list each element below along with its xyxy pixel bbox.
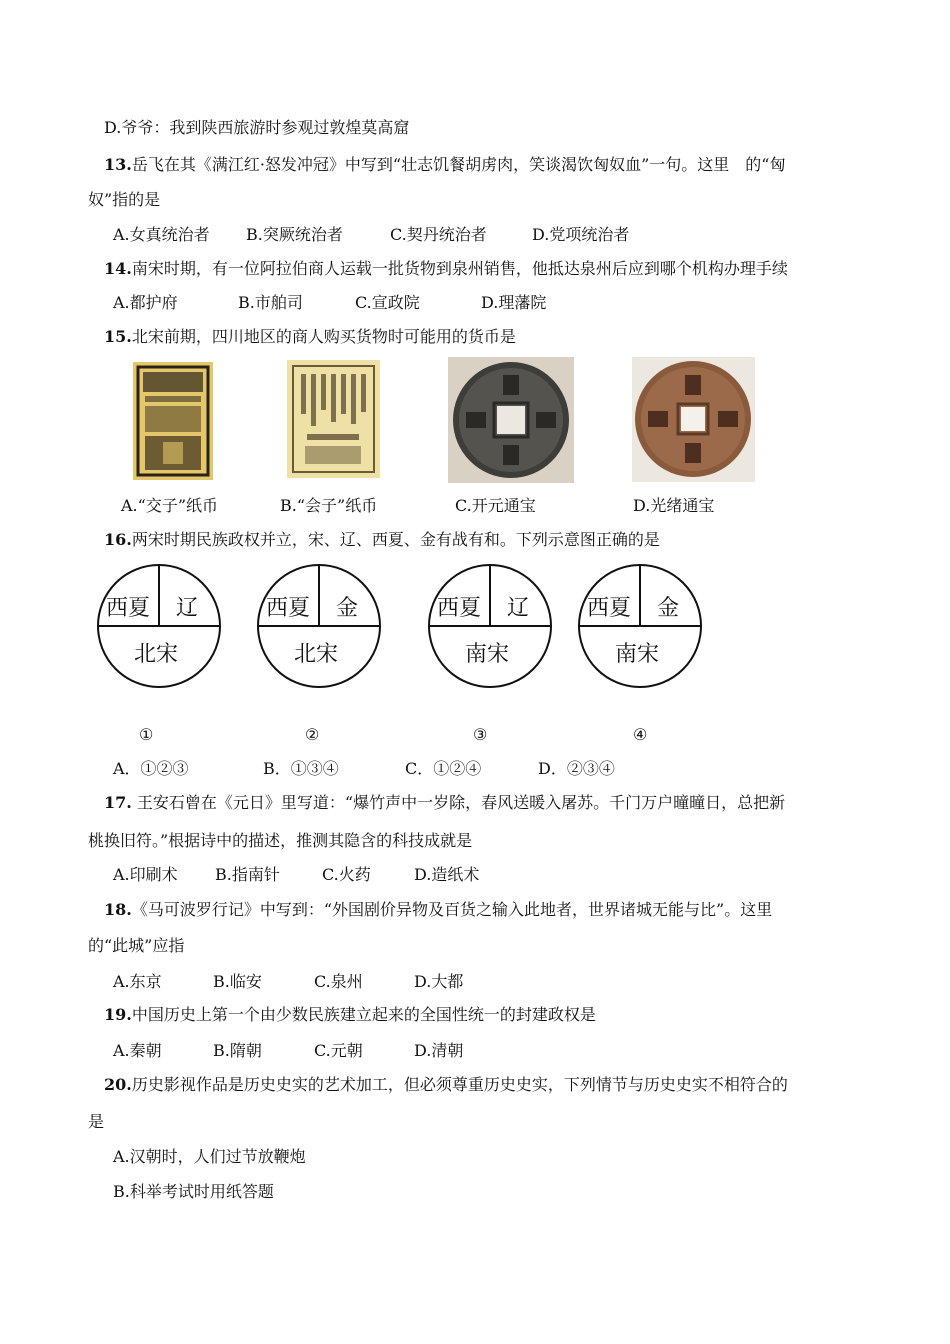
question-20	[104, 1075, 788, 1095]
q13-option-c: C.契丹统治者	[390, 225, 487, 244]
diagram-2-bottom: 北宋	[294, 642, 339, 667]
q17-option-c: C.火药	[322, 865, 371, 884]
q13-option-a: A.女真统治者	[113, 225, 210, 244]
question-16	[104, 530, 660, 550]
q16-option-c: C．①②④	[405, 759, 482, 778]
q20-option-b: B.科举考试时用纸答题	[113, 1182, 274, 1201]
q16-option-b: B．①③④	[263, 759, 339, 778]
diagram-3-bottom: 南宋	[465, 642, 510, 667]
diagram-3	[427, 563, 553, 689]
prev-option-d: D.爷爷：我到陕西旅游时参观过敦煌莫高窟	[104, 118, 410, 137]
diagram-1-top-left: 西夏	[106, 596, 151, 621]
diagram-2-top-right: 金	[336, 596, 359, 621]
huizi-note-image	[287, 360, 380, 478]
question-17-text-cont: 桃换旧符。”根据诗中的描述，推测其隐含的科技成就是	[88, 831, 473, 850]
question-18-number: 18.	[104, 900, 132, 919]
diagram-1-bottom: 北宋	[134, 642, 179, 667]
diagram-4-top-left: 西夏	[587, 596, 632, 621]
q17-option-b: B.指南针	[215, 865, 280, 884]
question-19-text: 中国历史上第一个由少数民族建立起来的全国性统一的封建政权是	[131, 1005, 596, 1024]
question-19-number: 19.	[104, 1005, 132, 1024]
diagram-1-top-right: 辽	[176, 596, 199, 621]
question-15	[104, 327, 516, 347]
diagram-3-top-right: 辽	[507, 596, 530, 621]
jiaozi-note-image	[133, 362, 213, 480]
kaiyuan-coin-image	[448, 357, 574, 483]
question-18	[104, 900, 772, 920]
q13-option-b: B.突厥统治者	[246, 225, 343, 244]
q18-option-c: C.泉州	[314, 972, 363, 991]
q18-option-b: B.临安	[213, 972, 262, 991]
question-18-text: 《马可波罗行记》中写到：“外国剧价异物及百货之输入此地者，世界诸城无能与比”。这里	[131, 900, 773, 919]
guangxu-coin-image	[632, 357, 755, 482]
q19-option-d: D.清朝	[414, 1041, 464, 1060]
q18-option-d: D.大都	[414, 972, 464, 991]
diagram-1	[96, 563, 222, 689]
diagram-number-3: ③	[473, 725, 488, 744]
q14-option-c: C.宣政院	[355, 293, 420, 312]
question-16-number: 16.	[104, 530, 132, 549]
question-16-text: 两宋时期民族政权并立，宋、辽、西夏、金有战有和。下列示意图正确的是	[131, 530, 660, 549]
diagram-3-top-left: 西夏	[437, 596, 482, 621]
diagram-4	[577, 563, 703, 689]
question-15-text: 北宋前期，四川地区的商人购买货物时可能用的货币是	[131, 327, 516, 346]
q14-option-a: A.都护府	[113, 293, 178, 312]
q14-option-b: B.市舶司	[238, 293, 303, 312]
q14-option-d: D.理藩院	[481, 293, 547, 312]
q15-option-d: D.光绪通宝	[633, 496, 715, 515]
question-13-number: 13.	[104, 155, 132, 174]
question-19	[104, 1005, 596, 1025]
question-13-text: 岳飞在其《满江红·怒发冲冠》中写到“壮志饥餐胡虏肉，笑谈渴饮匈奴血”一句。这里 的“匈	[131, 155, 786, 174]
q13-option-d: D.党项统治者	[532, 225, 630, 244]
q19-option-a: A.秦朝	[113, 1041, 162, 1060]
q19-option-b: B.隋朝	[213, 1041, 262, 1060]
diagram-4-bottom: 南宋	[615, 642, 660, 667]
question-17	[104, 793, 785, 813]
question-14-text: 南宋时期，有一位阿拉伯商人运载一批货物到泉州销售，他抵达泉州后应到哪个机构办理手续	[131, 259, 788, 278]
question-20-text-cont: 是	[88, 1112, 105, 1131]
q20-option-a: A.汉朝时，人们过节放鞭炮	[113, 1147, 306, 1166]
question-15-number: 15.	[104, 327, 132, 346]
diagram-2-top-left: 西夏	[266, 596, 311, 621]
q17-option-a: A.印刷术	[113, 865, 178, 884]
q19-option-c: C.元朝	[314, 1041, 363, 1060]
q15-option-b: B.“会子”纸币	[280, 496, 378, 515]
diagram-number-4: ④	[633, 725, 648, 744]
question-13-text-cont: 奴”指的是	[88, 190, 161, 209]
diagram-number-1: ①	[139, 725, 154, 744]
question-20-number: 20.	[104, 1075, 132, 1094]
question-13	[104, 155, 785, 175]
q17-option-d: D.造纸术	[414, 865, 480, 884]
question-20-text: 历史影视作品是历史史实的艺术加工，但必须尊重历史史实，下列情节与历史史实不相符合的	[131, 1075, 788, 1094]
diagram-2	[256, 563, 382, 689]
q18-option-a: A.东京	[113, 972, 162, 991]
q15-option-a: A.“交子”纸币	[121, 496, 219, 515]
question-14-number: 14.	[104, 259, 132, 278]
question-14	[104, 259, 788, 279]
question-18-text-cont: 的“此城”应指	[88, 936, 185, 955]
diagram-number-2: ②	[305, 725, 320, 744]
q16-option-a: A．①②③	[113, 759, 189, 778]
q15-option-c: C.开元通宝	[455, 496, 536, 515]
question-17-number: 17.	[104, 793, 132, 812]
q16-option-d: D．②③④	[538, 759, 615, 778]
question-17-text: 王安石曾在《元日》里写道：“爆竹声中一岁除，春风送暖入屠苏。千门万户曈曈日，总把新	[131, 793, 786, 812]
diagram-4-top-right: 金	[657, 596, 680, 621]
